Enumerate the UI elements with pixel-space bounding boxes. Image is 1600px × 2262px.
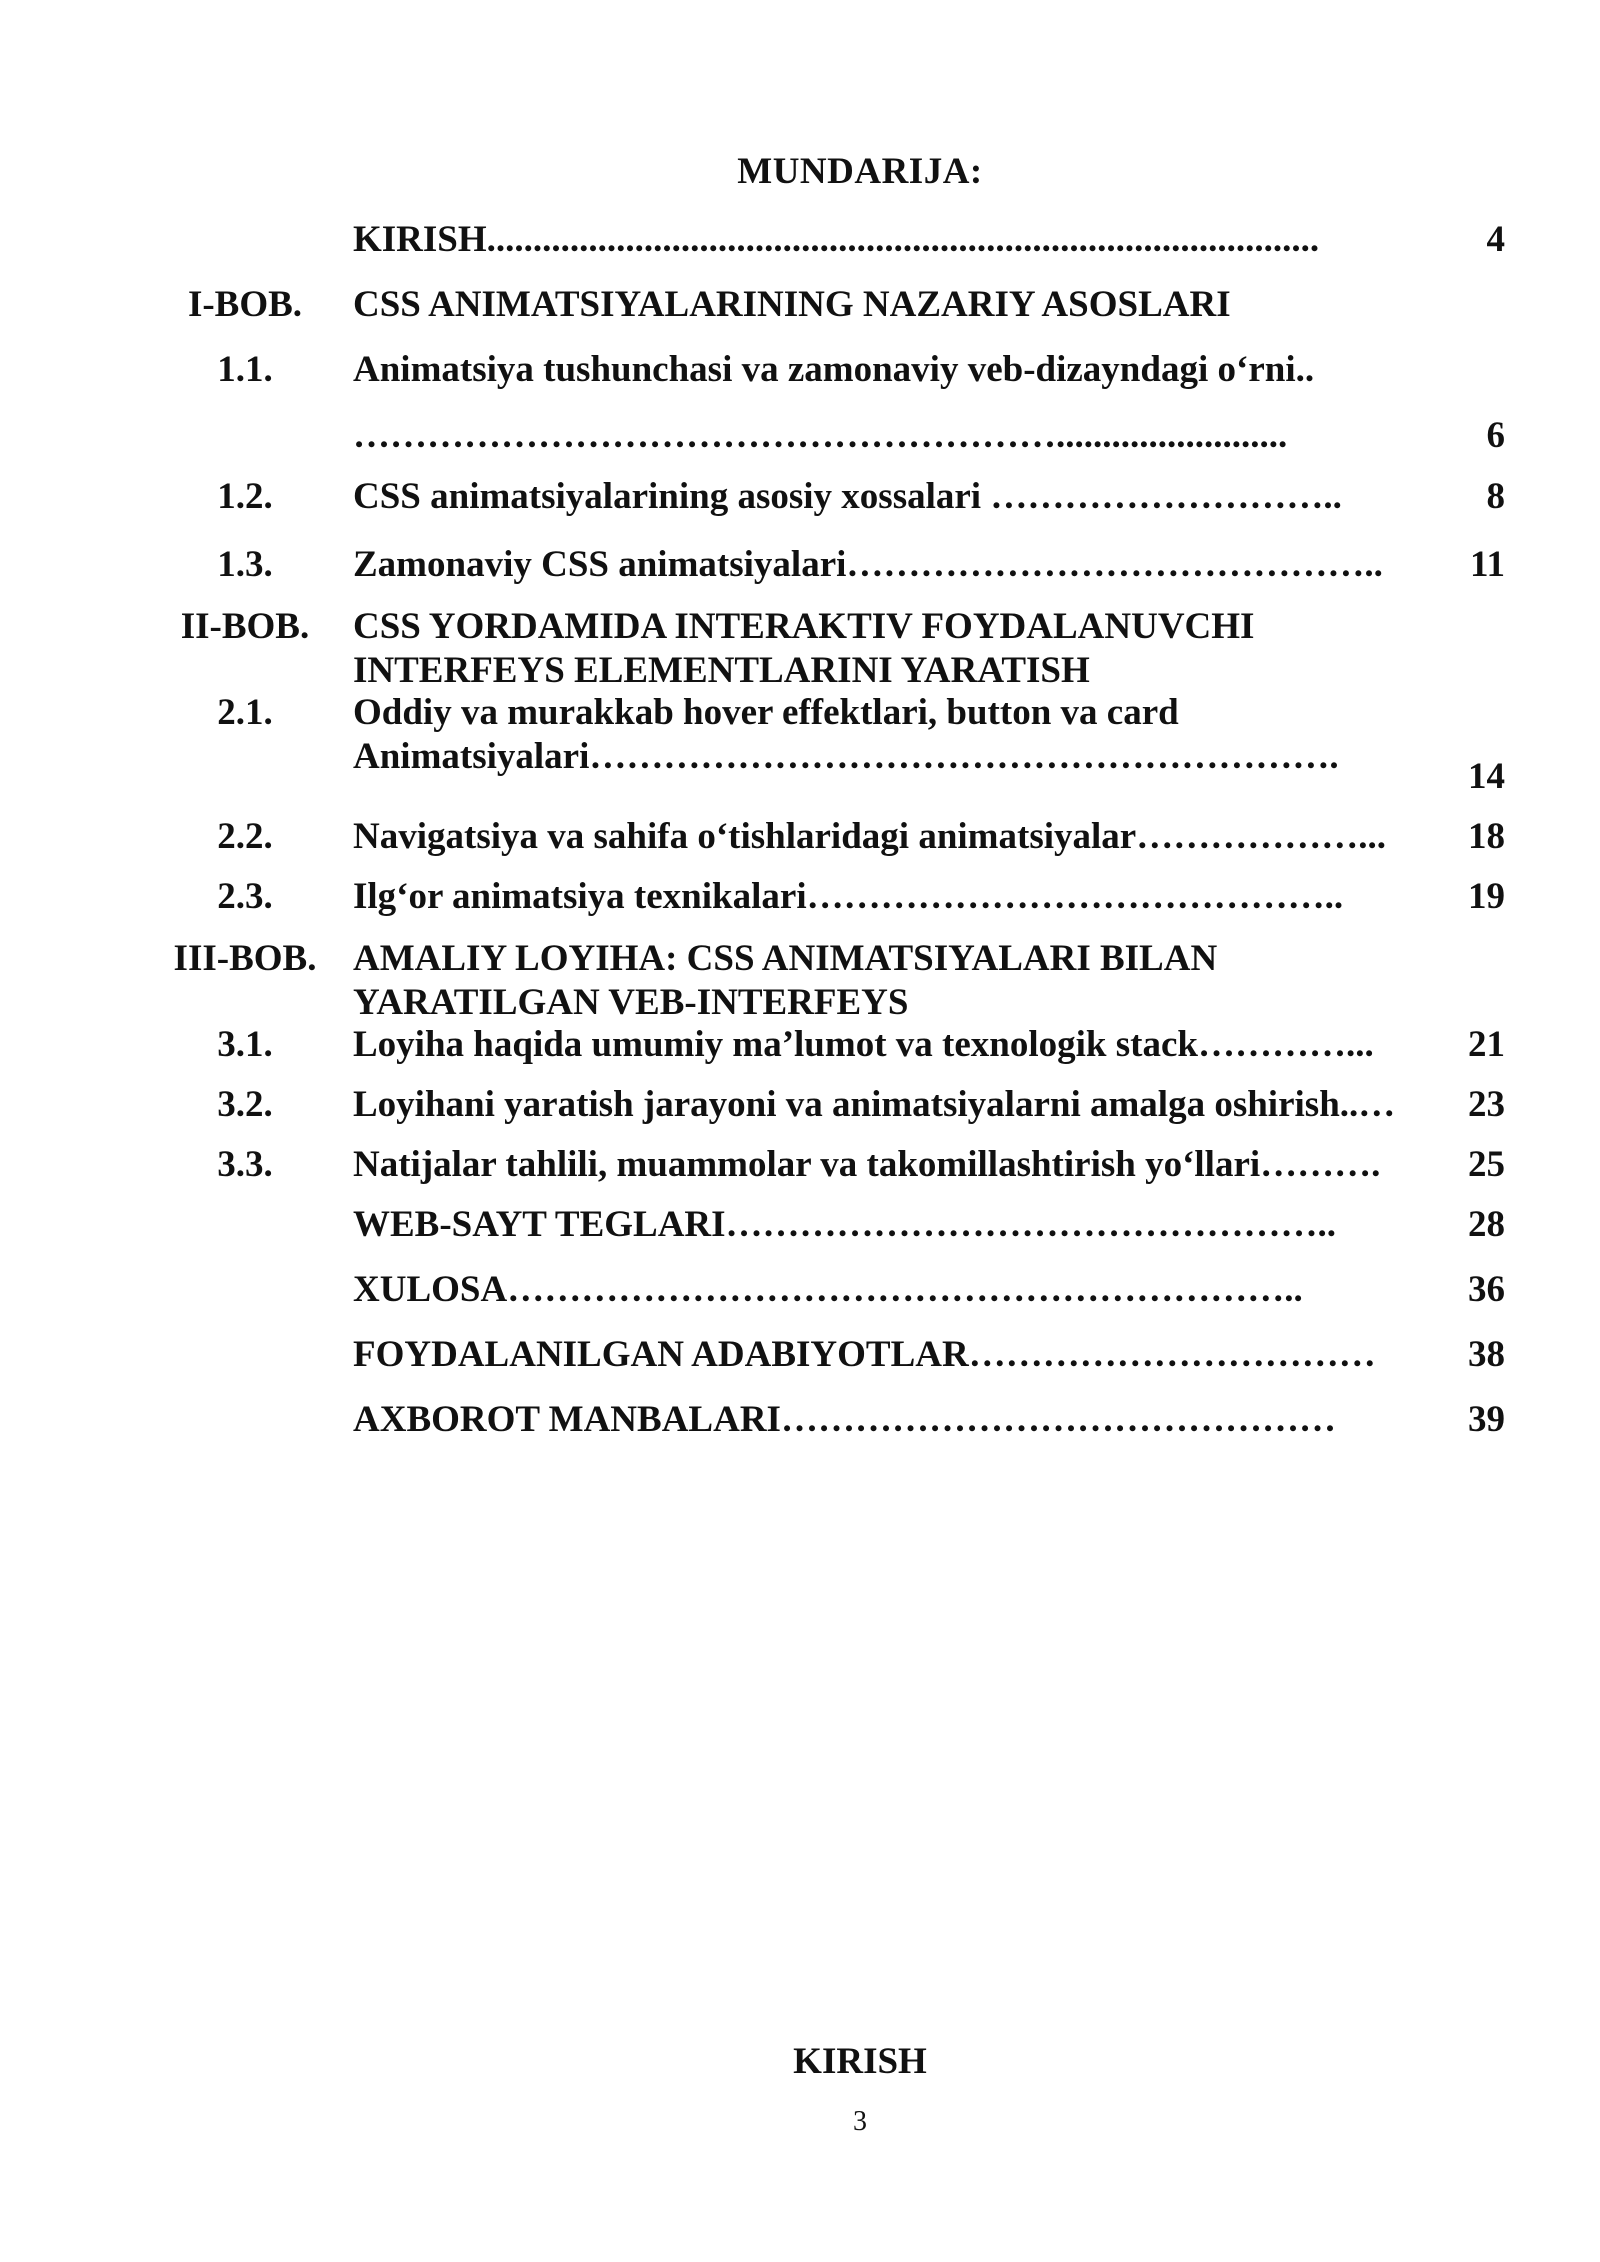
toc-entry-page: 4: [1486, 219, 1505, 260]
toc-entry-page: 21: [1468, 1024, 1505, 1065]
toc-entry-page: 6: [1486, 415, 1505, 456]
toc-entry-title-line2: YARATILGAN VEB-INTERFEYS: [353, 982, 909, 1023]
toc-entry-title-line1: Oddiy va murakkab hover effektlari, button va card: [353, 692, 1179, 733]
toc-entry-page: 18: [1468, 816, 1505, 857]
toc-entry-title: Loyiha haqida umumiy ma’lumot va texnologik stack…………...: [353, 1024, 1374, 1065]
toc-entry-title-line1: AMALIY LOYIHA: CSS ANIMATSIYALARI BILAN: [353, 938, 1218, 979]
toc-entry-title: [353, 605, 1413, 693]
toc-entry-title: FOYDALANILGAN ADABIYOTLAR……………………………: [353, 1334, 1376, 1375]
page-number: 3: [853, 2106, 867, 2137]
toc-entry-number: 1.1.: [217, 349, 273, 390]
toc-entry-number: 1.3.: [217, 544, 273, 585]
toc-entry-title: Animatsiya tushunchasi va zamonaviy veb-dizayndagi o‘rni..: [353, 349, 1315, 390]
toc-entry-page: 19: [1468, 876, 1505, 917]
toc-entry-number: III-BOB.: [173, 938, 317, 979]
toc-entry-title: XULOSA………………………………………………………..: [353, 1269, 1303, 1310]
toc-entry-title: Natijalar tahlili, muammolar va takomillashtirish yo‘llari……….: [353, 1144, 1381, 1185]
toc-entry-page: 23: [1468, 1084, 1505, 1125]
toc-entry-page: 14: [1468, 756, 1505, 797]
toc-entry-leader: ………………………………………………….........................: [353, 415, 1288, 456]
toc-title: MUNDARIJA:: [737, 151, 983, 192]
toc-entry-page: 39: [1468, 1399, 1505, 1440]
toc-entry-number: II-BOB.: [180, 606, 310, 647]
toc-entry-title: CSS animatsiyalarining asosiy xossalari ………………………..: [353, 476, 1342, 517]
toc-entry-number: 2.3.: [217, 876, 273, 917]
toc-entry-page: 8: [1486, 476, 1505, 517]
toc-entry-title-line2: INTERFEYS ELEMENTLARINI YARATISH: [353, 650, 1090, 691]
toc-entry-number: 2.2.: [217, 816, 273, 857]
toc-entry-title: [353, 691, 1413, 779]
toc-entry-title: AXBOROT MANBALARI………………………………………: [353, 1399, 1336, 1440]
toc-entry-number: 3.2.: [217, 1084, 273, 1125]
toc-entry-title-line1: CSS YORDAMIDA INTERAKTIV FOYDALANUVCHI: [353, 606, 1255, 647]
toc-entry-number: 1.2.: [217, 476, 273, 517]
toc-entry-title: CSS ANIMATSIYALARINING NAZARIY ASOSLARI: [353, 284, 1231, 325]
next-section-heading: KIRISH: [793, 2041, 927, 2082]
toc-entry-title: Zamonaviy CSS animatsiyalari……………………………………..: [353, 544, 1383, 585]
toc-entry-number: 3.3.: [217, 1144, 273, 1185]
toc-entry-title: [353, 937, 1413, 1025]
toc-entry-title: WEB-SAYT TEGLARI…………………………………………..: [353, 1204, 1337, 1245]
toc-entry-title: Loyihani yaratish jarayoni va animatsiyalarni amalga oshirish..…: [353, 1084, 1396, 1125]
toc-entry-title-line2: Animatsiyalari…………………………………………………….: [353, 736, 1339, 777]
toc-entry-number: 2.1.: [217, 692, 273, 733]
toc-entry-title: KIRISH..........................................................................................: [353, 219, 1320, 260]
toc-entry-number: 3.1.: [217, 1024, 273, 1065]
toc-entry-page: 25: [1468, 1144, 1505, 1185]
toc-entry-page: 36: [1468, 1269, 1505, 1310]
toc-entry-page: 11: [1470, 544, 1505, 585]
toc-entry-number: I-BOB.: [187, 284, 303, 325]
toc-entry-title: Navigatsiya va sahifa o‘tishlaridagi animatsiyalar………………...: [353, 816, 1386, 857]
toc-entry-page: 28: [1468, 1204, 1505, 1245]
toc-entry-title: Ilg‘or animatsiya texnikalari……………………………………..: [353, 876, 1344, 917]
toc-entry-page: 38: [1468, 1334, 1505, 1375]
